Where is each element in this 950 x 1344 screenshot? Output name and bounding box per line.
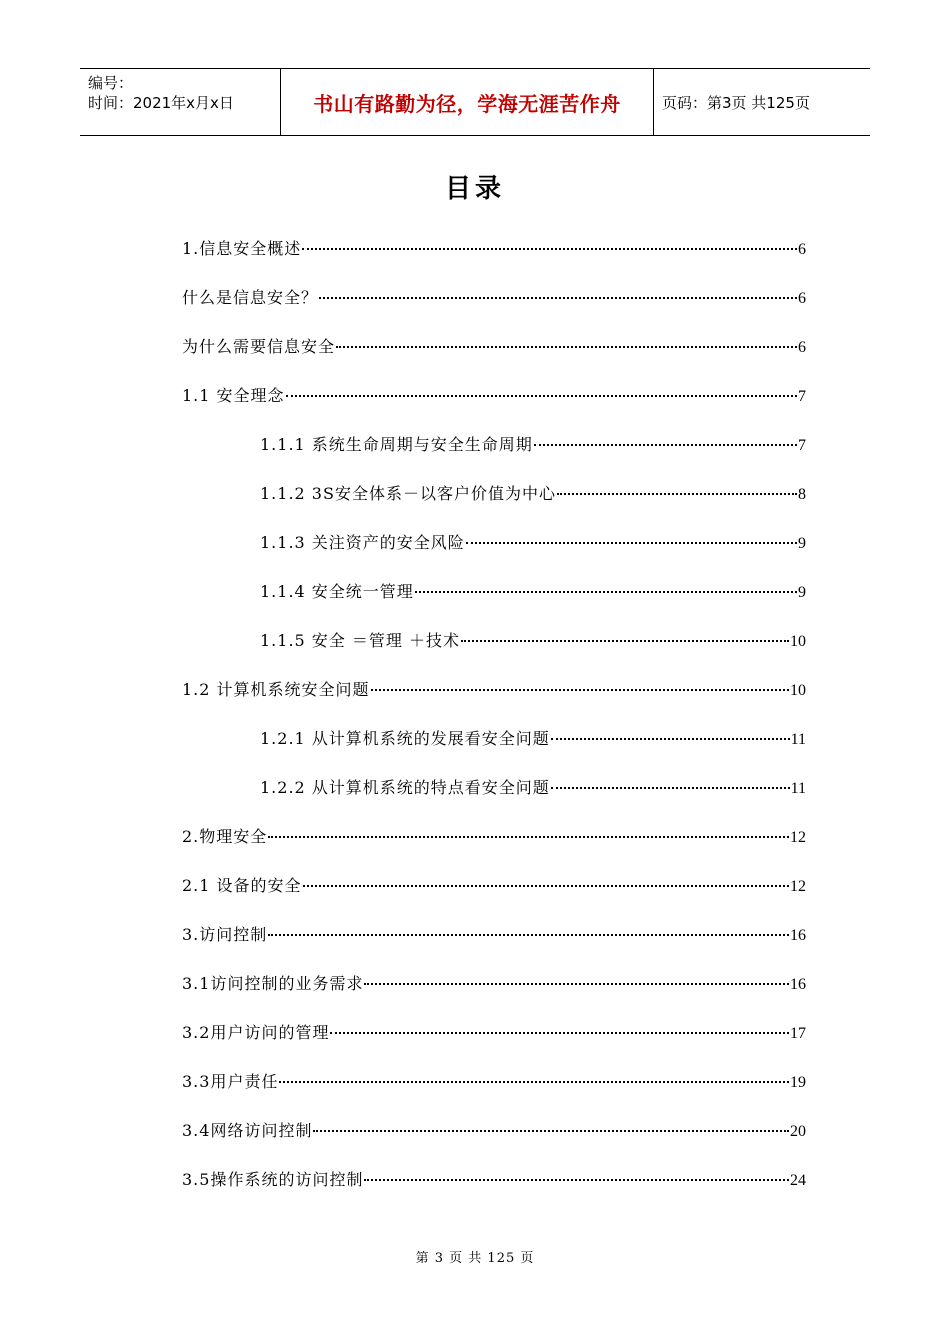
toc-entry-page: 9 (798, 584, 806, 601)
toc-entry-page: 19 (790, 1074, 806, 1091)
toc-entry[interactable] (182, 1020, 806, 1069)
toc-dot-leader (303, 885, 789, 887)
toc-entry-label: 3.3用户责任 (182, 1072, 279, 1091)
toc-entry-page: 24 (790, 1172, 806, 1189)
toc-entry-label: 3.4网络访问控制 (182, 1121, 313, 1140)
toc-dot-leader (534, 444, 797, 446)
toc-entry-label: 2.物理安全 (182, 827, 268, 846)
toc-dot-leader (551, 787, 790, 789)
toc-entry-label: 什么是信息安全？ (182, 288, 319, 307)
toc-entry[interactable] (182, 383, 806, 432)
toc-entry[interactable] (182, 481, 806, 530)
toc-entry[interactable] (182, 677, 806, 726)
toc-dot-leader (551, 738, 790, 740)
toc-entry-label: 1.信息安全概述 (182, 239, 302, 258)
toc-entry-label: 为什么需要信息安全 (182, 337, 336, 356)
toc-entry-label: 3.访问控制 (182, 925, 268, 944)
header-motto: 书山有路勤为径，学海无涯苦作舟 (281, 69, 654, 135)
toc-entry[interactable] (182, 824, 806, 873)
toc-entry-label: 1.1.4 安全统一管理 (260, 582, 414, 601)
toc-entry[interactable] (182, 971, 806, 1020)
toc-entry-page: 6 (798, 339, 806, 356)
document-number: 编号： (88, 74, 134, 92)
toc-entry-page: 8 (798, 486, 806, 503)
toc-entry-page: 6 (798, 241, 806, 258)
toc-dot-leader (557, 493, 797, 495)
toc-dot-leader (371, 689, 789, 691)
toc-entry-label: 2.1 设备的安全 (182, 876, 302, 895)
toc-dot-leader (286, 395, 797, 397)
toc-dot-leader (466, 542, 797, 544)
toc-entry[interactable] (182, 1118, 806, 1167)
toc-entry[interactable] (182, 236, 806, 285)
toc-dot-leader (330, 1032, 789, 1034)
toc-entry[interactable] (182, 873, 806, 922)
toc-entry-label: 3.5操作系统的访问控制 (182, 1170, 364, 1189)
toc-entry-page: 6 (798, 290, 806, 307)
toc-entry-page: 11 (790, 731, 806, 748)
toc-entry-page: 12 (790, 829, 806, 846)
toc-entry-label: 1.1.3 关注资产的安全风险 (260, 533, 465, 552)
header-meta (80, 69, 281, 135)
toc-dot-leader (313, 1130, 789, 1132)
toc-entry[interactable] (182, 334, 806, 383)
toc-entry-page: 11 (790, 780, 806, 797)
toc-entry-label: 1.1.1 系统生命周期与安全生命周期 (260, 435, 533, 454)
toc-dot-leader (279, 1081, 789, 1083)
toc-entry-label: 1.1.5 安全 ＝管理 ＋技术 (260, 631, 460, 650)
toc-entry[interactable] (182, 579, 806, 628)
toc-dot-leader (415, 591, 797, 593)
toc-entry-label: 1.2 计算机系统安全问题 (182, 680, 370, 699)
toc-entry-label: 3.2用户访问的管理 (182, 1023, 330, 1042)
toc-entry[interactable] (182, 1167, 806, 1216)
page-header (80, 68, 870, 136)
document-time: 时间：2021年x月x日 (88, 94, 234, 112)
toc-entry-page: 20 (790, 1123, 806, 1140)
toc-dot-leader (364, 1179, 789, 1181)
toc-entry[interactable] (182, 726, 806, 775)
table-of-contents (182, 236, 806, 1216)
toc-entry-page: 9 (798, 535, 806, 552)
toc-entry[interactable] (182, 285, 806, 334)
toc-entry-page: 16 (790, 927, 806, 944)
toc-entry-page: 12 (790, 878, 806, 895)
toc-entry-page: 10 (790, 682, 806, 699)
toc-entry[interactable] (182, 775, 806, 824)
toc-entry[interactable] (182, 1069, 806, 1118)
toc-dot-leader (461, 640, 789, 642)
toc-dot-leader (364, 983, 789, 985)
toc-entry-label: 1.1 安全理念 (182, 386, 285, 405)
toc-entry[interactable] (182, 628, 806, 677)
toc-entry[interactable] (182, 922, 806, 971)
page-title: 目录 (444, 174, 505, 204)
toc-entry-label: 1.1.2 3S安全体系－以客户价值为中心 (260, 484, 556, 503)
page-footer: 第 3 页 共 125 页 (415, 1251, 535, 1266)
toc-entry-page: 7 (798, 437, 806, 454)
toc-dot-leader (319, 297, 797, 299)
toc-entry[interactable] (182, 530, 806, 579)
toc-entry-label: 3.1访问控制的业务需求 (182, 974, 364, 993)
toc-entry[interactable] (182, 432, 806, 481)
toc-entry-label: 1.2.1 从计算机系统的发展看安全问题 (260, 729, 550, 748)
toc-dot-leader (268, 934, 789, 936)
toc-entry-page: 17 (790, 1025, 806, 1042)
header-page-info: 页码：第3页 共125页 (662, 93, 810, 112)
toc-dot-leader (336, 346, 797, 348)
toc-dot-leader (268, 836, 789, 838)
toc-entry-label: 1.2.2 从计算机系统的特点看安全问题 (260, 778, 550, 797)
toc-entry-page: 16 (790, 976, 806, 993)
toc-entry-page: 10 (790, 633, 806, 650)
toc-entry-page: 7 (798, 388, 806, 405)
toc-dot-leader (302, 248, 797, 250)
